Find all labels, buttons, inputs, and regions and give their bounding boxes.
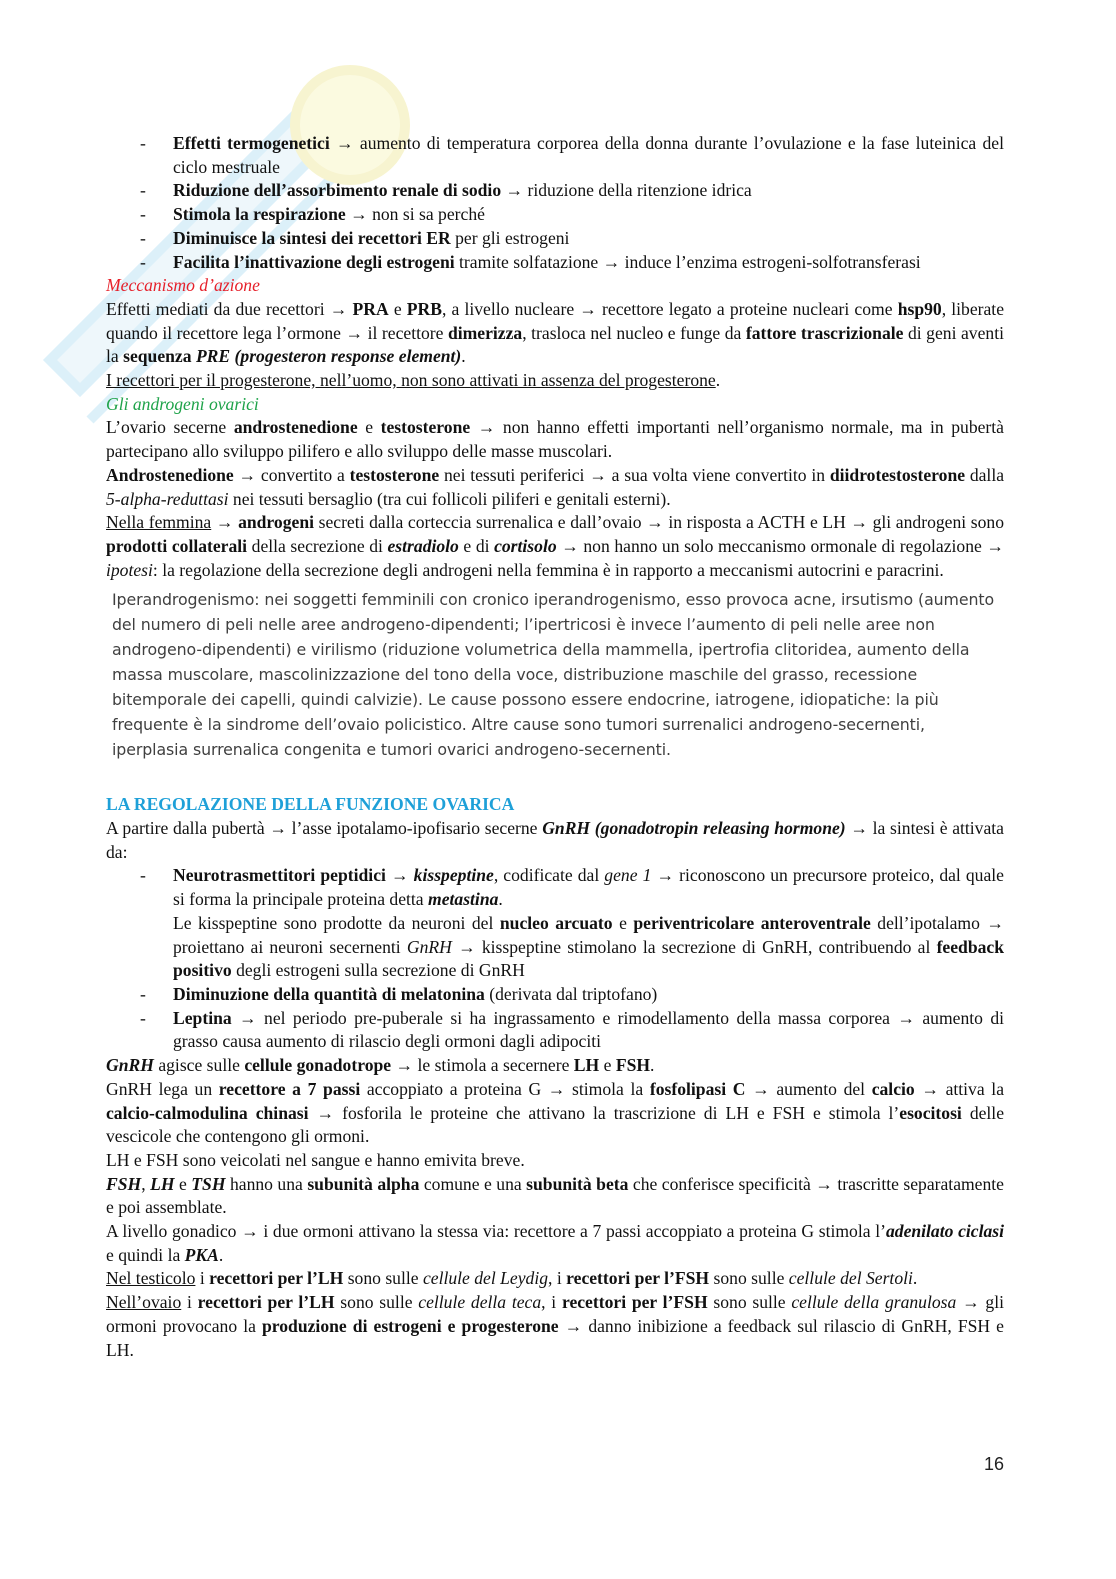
subheading-meccanismo: Meccanismo d’azione	[106, 275, 260, 296]
iperandrogenismo-note: Iperandrogenismo: nei soggetti femminili con cronico iperandrogenismo, esso provoca acne, irsutismo (aumento del numero di peli nelle aree androgeno-dipendenti; l’ipertricosi è invece l’aumento di peli nelle aree non androgeno-dipendenti) e virilismo (riduzione volumetrica della mammella, ipertrofia clitoridea, aumento della massa muscolare, mascolinizzazione del tono della voce, distribuzione maschile del grasso, recessione bitemporale dei capelli, quindi calvizie). Le cause possono essere endocrine, iatrogene, idiopatiche: la più frequente è la sindrome dell’ovaio policistico. Altre cause sono tumori surrenalici androgeno-secernenti, iperplasia surrenalica congenita e tumori ovarici androgeno-secernenti.	[112, 590, 995, 760]
paragraph-gnrh-intro: A partire dalla pubertà → l’asse ipotalamo-ipofisario secerne GnRH (gonadotropin releasing hormone) → la sintesi è attivata da:	[106, 818, 1004, 862]
list-item: - Effetti termogenetici → aumento di temperatura corporea della donna durante l’ovulazione e la fase luteinica del ciclo mestruale	[106, 132, 1004, 179]
paragraph-androgens-intro: L’ovario secerne androstenedione e testosterone → non hanno effetti importanti nell’organismo normale, ma in pubertà partecipano allo sviluppo pilifero e allo sviluppo delle masse muscolari.	[106, 417, 1004, 462]
paragraph-receptors-note: I recettori per il progesterone, nell’uomo, non sono attivati in assenza del progesterone.	[106, 370, 721, 391]
paragraph-gnrh-action: GnRH agisce sulle cellule gonadotrope → le stimola a secernere LH e FSH.	[106, 1055, 655, 1076]
list-item: - Diminuzione della quantità di melatonina (derivata dal triptofano)	[106, 983, 1004, 1007]
paragraph-female-androgens: Nella femmina → androgeni secreti dalla corteccia surrenalica e dall’ovaio → in risposta a ACTH e LH → gli androgeni sono prodotti collaterali della secrezione di estradiolo e di cortisolo → non hanno un solo meccanismo ormonale di regolazione → ipotesi: la regolazione della secrezione degli androgeni nella femmina è in rapporto a meccanismi autocrini e paracrini.	[106, 512, 1005, 580]
gnrh-activators-list-cont	[106, 983, 1004, 1054]
list-item: - Stimola la respirazione → non si sa perché	[106, 203, 1004, 227]
list-item: - Riduzione dell’assorbimento renale di sodio → riduzione della ritenzione idrica	[106, 179, 1004, 203]
page-number: 16	[983, 1454, 1004, 1474]
paragraph-gonadic-level: A livello gonadico → i due ormoni attivano la stessa via: recettore a 7 passi accoppiato a proteina G stimola l’adenilato ciclasi e quindi la PKA.	[106, 1221, 1004, 1265]
list-item: - Neurotrasmettitori peptidici → kisspeptine, codificate dal gene 1 → riconoscono un precursore proteico, dal quale si forma la principale proteina detta metastina.	[106, 864, 1004, 911]
section-heading-regolazione: LA REGOLAZIONE DELLA FUNZIONE OVARICA	[106, 794, 515, 815]
paragraph-lh-fsh-blood: LH e FSH sono veicolati nel sangue e hanno emivita breve.	[106, 1149, 525, 1170]
paragraph-androstenedione: Androstenedione → convertito a testosterone nei tessuti periferici → a sua volta viene convertito in diidrotestosterone dalla 5-alpha-reduttasi nei tessuti bersaglio (tra cui follicoli piliferi e genitali esterni).	[106, 464, 1005, 509]
list-item: - Diminuisce la sintesi dei recettori ER per gli estrogeni	[106, 227, 1004, 251]
subheading-androgeni: Gli androgeni ovarici	[106, 393, 259, 414]
paragraph-subunits: FSH, LH e TSH hanno una subunità alpha comune e una subunità beta che conferisce specificità → trascritte separatamente e poi assemblate.	[106, 1173, 1004, 1218]
gnrh-activators-list	[106, 864, 1004, 911]
list-item: - Facilita l’inattivazione degli estrogeni tramite solfatazione → induce l’enzima estrogeni-solfotransferasi	[106, 251, 1004, 275]
paragraph-gnrh-receptor: GnRH lega un recettore a 7 passi accoppiato a proteina G → stimola la fosfolipasi C → aumento del calcio → attiva la calcio-calmodulina chinasi → fosforila le proteine che attivano la trascrizione di LH e FSH e stimola l’esocitosi delle vescicole che contengono gli ormoni.	[106, 1078, 1005, 1147]
paragraph-kisspeptine: Le kisspeptine sono prodotte da neuroni del nucleo arcuato e periventricolare anteroventrale dell’ipotalamo → proiettano ai neuroni secernenti GnRH → kisspeptine stimolano la secrezione di GnRH, contribuendo al feedback positivo degli estrogeni sulla secrezione di GnRH	[173, 912, 1004, 981]
paragraph-receptors: Effetti mediati da due recettori → PRA e PRB, a livello nucleare → recettore legato a proteine nucleari come hsp90, liberate quando il recettore lega l’ormone → il recettore dimerizza, trasloca nel nucleo e funge da fattore trascrizionale di geni aventi la sequenza PRE (progesteron response element).	[106, 298, 1004, 367]
progesterone-effects-list	[106, 132, 1004, 274]
paragraph-testicle: Nel testicolo i recettori per l’LH sono sulle cellule del Leydig, i recettori per l’FSH sono sulle cellule del Sertoli.	[106, 1268, 918, 1289]
paragraph-ovary: Nell’ovaio i recettori per l’LH sono sulle cellule della teca, i recettori per l’FSH sono sulle cellule della granulosa → gli ormoni provocano la produzione di estrogeni e progesterone → danno inibizione a feedback sul rilascio di GnRH, FSH e LH.	[106, 1292, 1004, 1360]
list-item: - Leptina → nel periodo pre-puberale si ha ingrassamento e rimodellamento della massa corporea → aumento di grasso causa aumento di rilascio degli ormoni dagli adipociti	[106, 1007, 1004, 1054]
page-content	[106, 132, 1004, 1362]
